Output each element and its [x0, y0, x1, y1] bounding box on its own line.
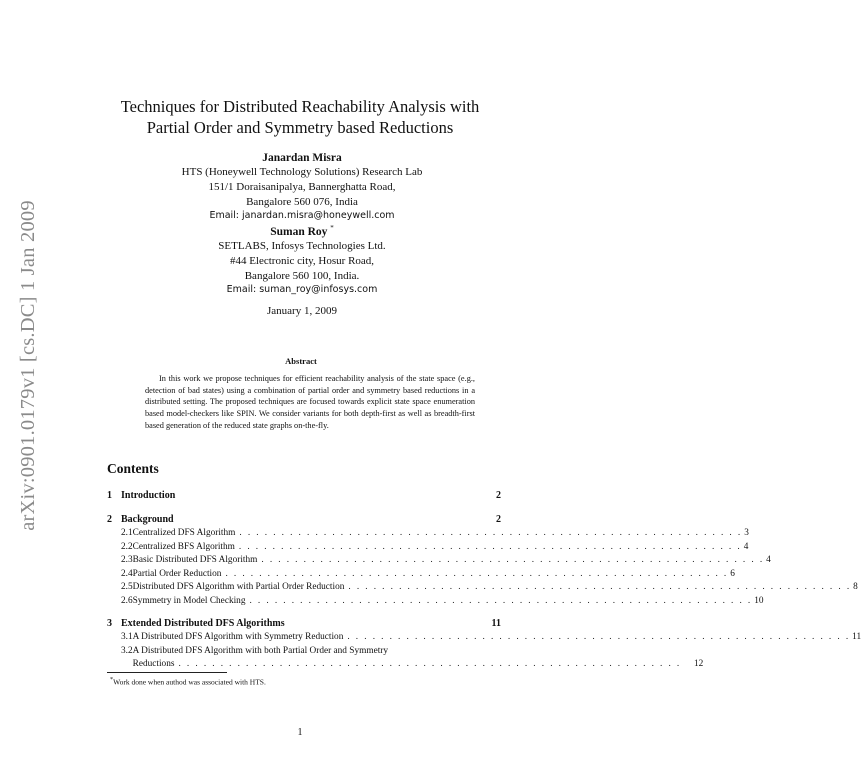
toc-entry-2[interactable] [107, 513, 501, 527]
toc-page: 4 [743, 541, 749, 552]
toc-title: Introduction [121, 490, 176, 501]
author-name: Janardan Misra [262, 152, 342, 164]
toc-subnum: 2.5 [121, 582, 133, 592]
footnote-rule [107, 672, 227, 673]
toc-entry-3-1[interactable] [107, 631, 861, 645]
title-line-2: Partial Order and Symmetry based Reductions [146, 118, 454, 137]
toc-leader [257, 554, 766, 568]
author-name-2-text: Suman Roy [270, 225, 328, 238]
toc-page: 2 [496, 490, 501, 501]
toc-entry-2-5[interactable] [107, 581, 858, 595]
toc-entry-2-4[interactable] [107, 568, 735, 582]
author-footnote-mark: * [330, 224, 334, 232]
paper-date: January 1, 2009 [267, 305, 337, 317]
arxiv-stamp [4, 199, 52, 531]
toc-subtitle: Centralized BFS Algorithm [132, 541, 235, 552]
toc-subnum: 2.1 [121, 528, 133, 538]
toc-page: 12 [693, 659, 704, 669]
title-line-1: Techniques for Distributed Reachability Analysis with [120, 97, 480, 116]
toc-leader [235, 527, 744, 541]
toc-entry-3[interactable] [107, 617, 501, 631]
author-city: Bangalore 560 076, India [246, 196, 358, 208]
toc-entry-2-3[interactable] [107, 554, 771, 568]
toc-entry-2-6[interactable] [107, 595, 764, 609]
footnote-text: Work done when authod was associated with HTS. [113, 677, 266, 687]
toc-subtitle: Basic Distributed DFS Algorithm [132, 555, 258, 565]
toc-title: Extended Distributed DFS Algorithms [121, 618, 285, 629]
toc-subtitle: Symmetry in Model Checking [132, 595, 246, 606]
footnote-mark: * [110, 676, 114, 683]
toc-subnum: 2.3 [121, 555, 133, 565]
author-city-2: Bangalore 560 100, India. [244, 269, 360, 282]
toc-page: 4 [766, 555, 771, 565]
toc-num: 3 [107, 618, 112, 629]
toc-subtitle: Centralized DFS Algorithm [132, 528, 236, 538]
toc-section-1[interactable] [107, 489, 501, 503]
author-address-2: #44 Electronic city, Hosur Road, [229, 254, 375, 267]
toc-page: 10 [754, 595, 764, 606]
toc-page: 2 [496, 514, 501, 525]
toc-page: 11 [852, 632, 861, 642]
toc-subnum: 2.4 [121, 568, 133, 579]
toc-subnum: 2.6 [121, 595, 133, 606]
toc-entry-2-2[interactable] [107, 541, 749, 555]
author-block-1 [60, 152, 544, 221]
toc-page: 8 [853, 582, 858, 592]
page-number: 1 [297, 727, 303, 738]
toc-page: 11 [491, 618, 501, 629]
author-email-2: Email: suman_roy@infosys.com [226, 283, 378, 295]
toc-section-3 [107, 617, 861, 672]
toc-subnum: 2.2 [121, 541, 133, 552]
toc-subtitle: Distributed DFS Algorithm with Partial Order Reduction [132, 582, 345, 592]
toc-num: 1 [107, 490, 112, 501]
toc-subnum: 3.1 [121, 632, 133, 642]
toc-subnum: 3.2 [121, 645, 133, 656]
toc-leader [221, 568, 730, 582]
toc-entry-2-1[interactable] [107, 527, 749, 541]
paper-title [60, 96, 540, 138]
toc-subtitle: A Distributed DFS Algorithm with both Partial Order and Symmetry [132, 645, 389, 656]
toc-leader [343, 631, 852, 645]
toc-subtitle-cont: Reductions [132, 659, 175, 669]
abstract-heading: Abstract [285, 356, 317, 366]
toc-page: 3 [744, 528, 749, 538]
author-affiliation-2: SETLABS, Infosys Technologies Ltd. [218, 239, 386, 252]
author-name-2 [60, 224, 544, 238]
toc-leader [344, 581, 853, 595]
toc-entry-3-2[interactable] [107, 645, 704, 672]
abstract-text: In this work we propose techniques for efficient reachability analysis of the state space (e.g., detection of bad states) using a combination of partial order and symmetry based reductions in a distributed setting. The proposed techniques are focused towards explicit state space enumeration based model-checkers like SPIN. We consider variants for both depth-first as well as breadth-first based generation of the reduced state graphs on-the-fly. [145, 374, 475, 430]
toc-page: 6 [730, 568, 735, 579]
toc-leader [174, 658, 683, 672]
toc-leader [245, 595, 754, 609]
toc-subtitle: A Distributed DFS Algorithm with Symmetry Reduction [132, 632, 344, 642]
contents-heading: Contents [107, 461, 159, 476]
toc-leader [235, 541, 744, 555]
author-block-2 [60, 224, 544, 295]
author-address: 151/1 Doraisanipalya, Bannerghatta Road, [208, 181, 396, 193]
toc-section-2 [107, 513, 858, 608]
author-affiliation: HTS (Honeywell Technology Solutions) Research Lab [181, 166, 423, 178]
toc-num: 2 [107, 514, 112, 525]
author-email: Email: janardan.misra@honeywell.com [209, 210, 395, 221]
footnote [110, 676, 266, 687]
toc-subtitle: Partial Order Reduction [132, 568, 222, 579]
arxiv-stamp-text: arXiv:0901.0179v1 [cs.DC] 1 Jan 2009 [16, 199, 39, 531]
toc-title: Background [121, 514, 174, 525]
